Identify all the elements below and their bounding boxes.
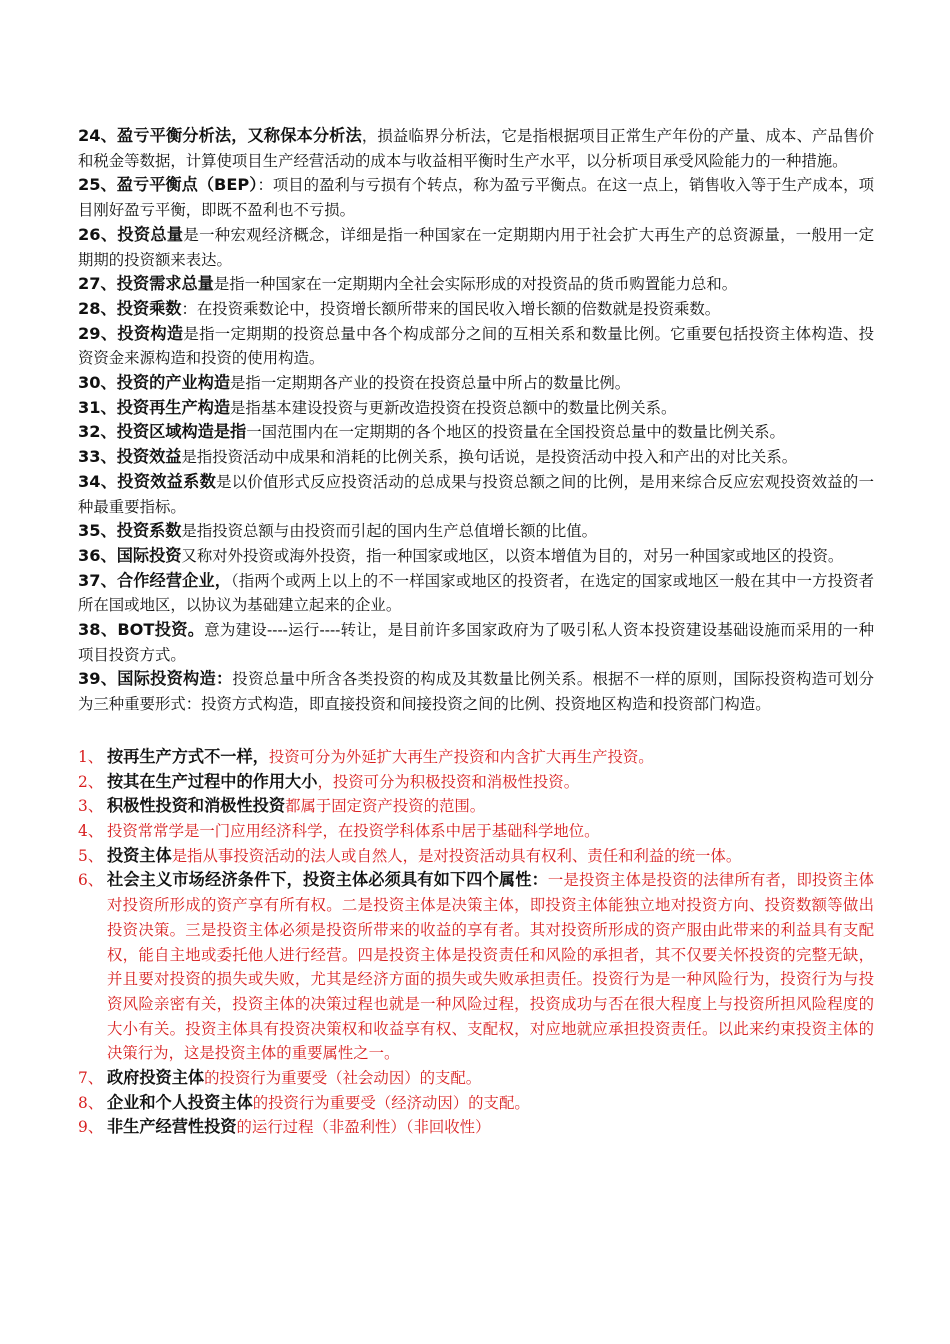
item-number: 37、 — [78, 570, 117, 590]
item-number: 34、 — [78, 471, 118, 491]
term: 投资构造 — [117, 323, 184, 343]
item-number: 28、 — [78, 298, 117, 318]
key-points-list — [78, 745, 874, 1140]
item-number: 5、 — [78, 846, 104, 865]
definitions-list — [78, 124, 874, 717]
item-number: 3、 — [78, 797, 104, 816]
definition-text: 意为建设----运行----转让，是目前许多国家政府为了吸引私人资本投资建设基础设施而采用的一种项目投资方式。 — [78, 621, 874, 664]
term: 投资效益系数 — [117, 471, 217, 491]
key-point-item — [78, 770, 874, 795]
definition-item — [78, 445, 874, 470]
key-point-heading: 政府投资主体 — [107, 1068, 205, 1088]
definition-text: 是指投资活动中成果和消耗的比例关系，换句话说，是投资活动中投入和产出的对比关系。 — [181, 448, 798, 467]
key-point-text: 一是投资主体是投资的法律所有者，即投资主体对投资所形成的资产享有所有权。二是投资主体是决策主体，即投资主体能独立地对投资方向、投资数额等做出投资决策。三是投资主体必须是投资所带来的收益的享有者。其对投资所形成的资产服由此带来的利益具有支配权，能自主地或委托他人进行经营。四是投资主体是投资责任和风险的承担者，其不仅要关怀投资的完整无缺，并且要对投资的损失或失败，尤其是经济方面的损失或失败承担责任。投资行为是一种风险行为，投资行为与投资风险亲密有关，投资主体的决策过程也就是一种风险过程，投资成功与否在很大程度上与投资所担风险程度的大小有关。投资主体具有投资决策权和收益享有权、支配权，对应地就应承担投资责任。以此来约束投资主体的决策行为，这是投资主体的重要属性之一。 — [107, 871, 874, 1063]
term: 投资效益 — [116, 447, 182, 467]
definition-text: 是指投资总额与由投资而引起的国内生产总值增长额的比值。 — [181, 522, 598, 541]
key-point-heading: 按其在生产过程中的作用大小 — [107, 771, 318, 791]
definition-item — [78, 322, 874, 371]
key-point-heading: 按再生产方式不一样， — [107, 746, 269, 766]
definition-text: （指两个或两上以上的不一样国家或地区的投资者，在选定的国家或地区一般在其中一方投资者所在国或地区，以协议为基础建立起来的企业。 — [78, 571, 875, 615]
key-point-item — [78, 1115, 874, 1140]
item-number: 32、 — [78, 422, 117, 442]
key-point-heading: 社会主义市场经济条件下，投资主体必须具有如下四个属性： — [107, 870, 548, 890]
item-number: 33、 — [78, 447, 117, 467]
term: 投资的产业构造 — [116, 373, 231, 393]
term: 投资系数 — [116, 521, 182, 541]
term: 投资区域构造是指 — [116, 422, 247, 442]
key-point-text: 都属于固定资产投资的范围。 — [285, 797, 486, 816]
definition-item — [78, 544, 874, 569]
key-point-item — [78, 745, 874, 770]
item-number: 7、 — [78, 1069, 104, 1088]
definition-item — [78, 396, 874, 421]
definition-text: ：在投资乘数论中，投资增长额所带来的国民收入增长额的倍数就是投资乘数。 — [181, 299, 721, 318]
term: 合作经营企业， — [116, 570, 231, 590]
definition-text: ：项目的盈利与亏损有个转点，称为盈亏平衡点。在这一点上，销售收入等于生产成本，项目刚好盈亏平衡，即既不盈利也不亏损。 — [78, 176, 874, 220]
item-number: 2、 — [78, 772, 104, 791]
definition-text: 是以价值形式反应投资活动的总成果与投资总额之间的比例，是用来综合反应宏观投资效益的一种最重要指标。 — [78, 472, 874, 516]
definition-text: 又称对外投资或海外投资，指一种国家或地区，以资本增值为目的，对另一种国家或地区的投资。 — [181, 546, 844, 565]
definition-item — [78, 618, 874, 667]
item-number: 1、 — [78, 747, 104, 766]
term: 投资需求总量 — [116, 274, 214, 294]
key-point-text: 投资可分为外延扩大再生产投资和内含扩大再生产投资。 — [268, 747, 654, 766]
definition-item — [78, 470, 874, 519]
key-point-item — [78, 844, 874, 869]
term: 国际投资构造： — [117, 669, 233, 689]
item-number: 26、 — [78, 224, 118, 244]
key-point-heading: 非生产经营性投资 — [107, 1117, 237, 1137]
definition-text: 一国范围内在一定期期的各个地区的投资量在全国投资总量中的数量比例关系。 — [246, 423, 785, 442]
definition-text: 是指一种国家在一定期期内全社会实际形成的对投资品的货币购置能力总和。 — [213, 275, 738, 294]
definition-text: ，损益临界分析法，它是指根据项目正常生产年份的产量、成本、产品售价和税金等数据，计算使项目生产经营活动的成本与收益相平衡时生产水平，以分析项目承受风险能力的一种措施。 — [78, 127, 874, 170]
definition-item — [78, 272, 874, 297]
key-point-text: 的运行过程（非盈利性）（非回收性） — [236, 1118, 491, 1137]
definition-text: 是指一定期期的投资总量中各个构成部分之间的互相关系和数量比例。它重要包括投资主体构造、投资资金来源构造和投资的使用构造。 — [78, 324, 874, 368]
item-number: 24、 — [78, 126, 117, 145]
definition-item — [78, 667, 874, 716]
item-number: 29、 — [78, 323, 118, 343]
definition-text: 是指一定期期各产业的投资在投资总量中所占的数量比例。 — [230, 374, 631, 393]
term: 投资乘数 — [116, 298, 182, 318]
definition-item — [78, 173, 874, 222]
key-point-item — [78, 794, 874, 819]
definition-item — [78, 371, 874, 396]
item-number: 4、 — [78, 821, 104, 840]
item-number: 38、 — [78, 620, 118, 640]
key-point-heading: 投资主体 — [107, 845, 172, 865]
key-point-item — [78, 868, 874, 1066]
key-point-item — [78, 1066, 874, 1091]
definition-item — [78, 223, 874, 272]
document-page — [78, 124, 874, 1140]
term: 盈亏平衡分析法，又称保本分析法 — [116, 126, 362, 145]
key-point-item — [78, 1091, 874, 1116]
term: 盈亏平衡点（BEP） — [116, 175, 258, 195]
key-point-item — [78, 819, 874, 844]
key-point-heading: 积极性投资和消极性投资 — [107, 796, 286, 816]
definition-text: 投资总量中所含各类投资的构成及其数量比例关系。根据不一样的原则，国际投资构造可划分为三种重要形式：投资方式构造，即直接投资和间接投资之间的比例、投资地区构造和投资部门构造。 — [78, 670, 874, 714]
definition-item — [78, 124, 874, 173]
item-number: 8、 — [78, 1093, 104, 1112]
item-number: 6、 — [78, 871, 104, 890]
item-number: 35、 — [78, 521, 117, 541]
term: BOT投资。 — [117, 620, 205, 640]
section-gap — [78, 717, 874, 745]
key-point-text: ，投资可分为积极投资和消极性投资。 — [317, 772, 580, 791]
key-point-text: 投资常常学是一门应用经济科学，在投资学科体系中居于基础科学地位。 — [107, 821, 600, 840]
definition-item — [78, 297, 874, 322]
key-point-text: 是指从事投资活动的法人或自然人，是对投资活动具有权利、责任和利益的统一体。 — [171, 846, 742, 865]
term: 国际投资 — [116, 545, 182, 565]
item-number: 36、 — [78, 545, 117, 565]
term: 投资总量 — [117, 224, 184, 244]
key-point-text: 的投资行为重要受（社会动因）的支配。 — [204, 1069, 482, 1088]
definition-item — [78, 420, 874, 445]
definition-text: 是指基本建设投资与更新改造投资在投资总额中的数量比例关系。 — [230, 398, 677, 417]
key-point-text: 的投资行为重要受（经济动因）的支配。 — [252, 1093, 530, 1112]
item-number: 27、 — [78, 274, 117, 294]
definition-item — [78, 519, 874, 544]
definition-text: 是一种宏观经济概念，详细是指一种国家在一定期期内用于社会扩大再生产的总资源量，一般用一定期期的投资额来表达。 — [78, 225, 874, 269]
item-number: 30、 — [78, 373, 117, 393]
key-point-heading: 企业和个人投资主体 — [107, 1092, 253, 1112]
item-number: 9、 — [78, 1118, 104, 1137]
item-number: 25、 — [78, 175, 117, 195]
item-number: 31、 — [78, 397, 117, 417]
item-number: 39、 — [78, 669, 118, 689]
term: 投资再生产构造 — [116, 397, 231, 417]
definition-item — [78, 569, 874, 618]
